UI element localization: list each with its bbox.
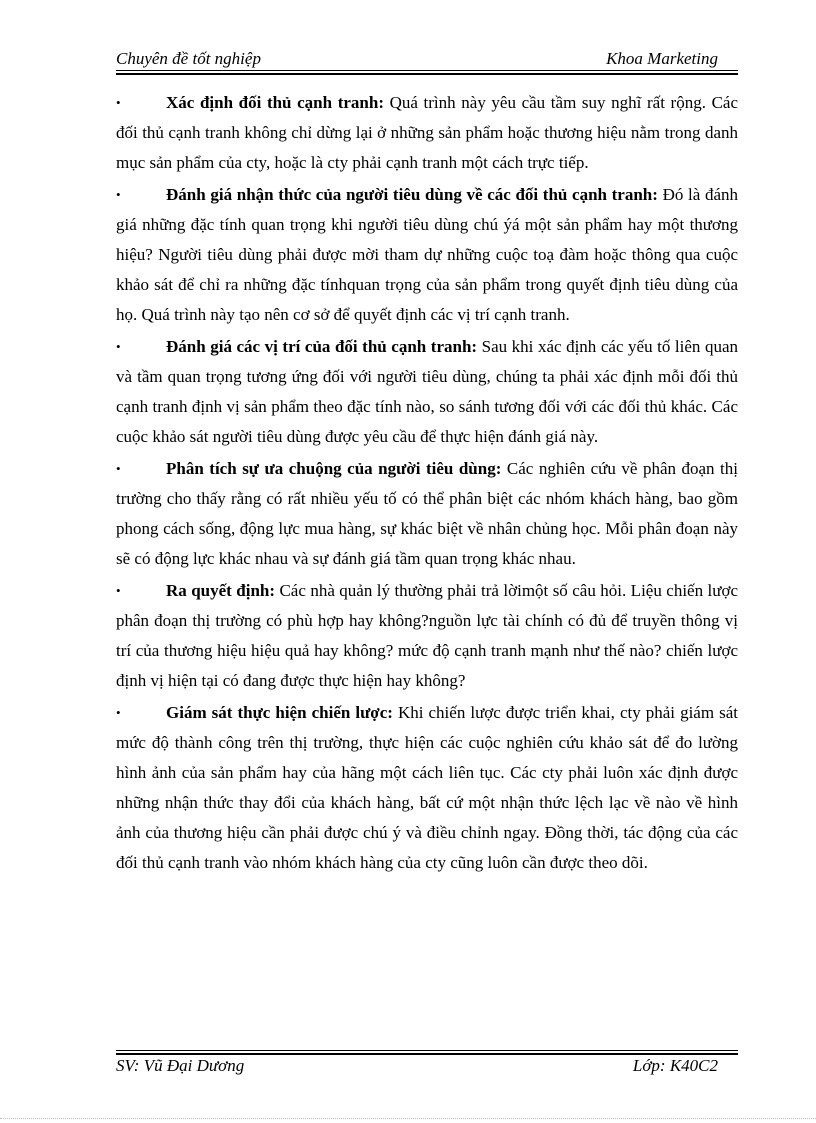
item-text: Khi chiến lược được triển khai, cty phải giám sát mức độ thành công trên thị trường, thực hiện các cuộc nghiên cứu khảo sát để đo lường hình ảnh của sản phẩm hay của hãng một cách liên tục. Các cty phải luôn xác định được những nhận thức thay đổi của khách hàng, bất cứ một nhận thức lệch lạc về nào về hình ảnh của thương hiệu cần phải được chú ý và điều chỉnh ngay. Đồng thời, tác động của các đối thủ cạnh tranh vào nhóm khách hàng của cty cũng luôn cần được theo dõi. (116, 703, 738, 872)
list-item (116, 180, 738, 330)
item-term: Đánh giá nhận thức của người tiêu dùng về các đối thủ cạnh tranh: (166, 185, 658, 204)
item-term: Ra quyết định: (166, 581, 276, 600)
page-footer (116, 1055, 738, 1077)
page-header (116, 48, 738, 70)
item-text: Các nhà quản lý thường phải trả lờimột số câu hỏi. Liệu chiến lược phân đoạn thị trường có phù hợp hay không?nguồn lực tài chính có đủ để truyền thông vị trí của thương hiệu hiệu quả hay không? mức độ cạnh tranh mạnh như thế nào? chiến lược định vị hiện tại có đang được thực hiện hay không? (116, 581, 738, 690)
header-department: Khoa Marketing (606, 49, 718, 68)
bullet-icon (116, 698, 166, 728)
list-item (116, 332, 738, 452)
item-term: Xác định đối thủ cạnh tranh: (166, 93, 384, 112)
bullet-icon (116, 88, 166, 118)
body-content (116, 88, 738, 880)
bullet-icon (116, 454, 166, 484)
list-item (116, 698, 738, 878)
page-break-line (0, 1118, 816, 1119)
item-text: Sau khi xác định các yếu tố liên quan và tầm quan trọng tương ứng đối với người tiêu dùng, chúng ta phải xác định mỗi đối thủ cạnh tranh định vị sản phẩm theo đặc tính nào, so sánh tương đối với các đối thủ khác. Các cuộc khảo sát người tiêu dùng được yêu cầu để thực hiện đánh giá này. (116, 337, 738, 446)
item-text: Quá trình này yêu cầu tầm suy nghĩ rất rộng. Các đối thủ cạnh tranh không chỉ dừng lại ở những sản phẩm hoặc thương hiệu nằm trong danh mục sản phẩm của cty, hoặc là cty phải cạnh tranh một cách trực tiếp. (116, 93, 738, 172)
bullet-icon (116, 576, 166, 606)
list-item (116, 576, 738, 696)
item-term: Giám sát thực hiện chiến lược: (166, 703, 393, 722)
footer-student: SV: Vũ Đại Dương (116, 1056, 245, 1075)
item-term: Phân tích sự ưa chuộng của người tiêu dùng: (166, 459, 502, 478)
item-text: Các nghiên cứu về phân đoạn thị trường cho thấy rằng có rất nhiều yếu tố có thể phân biệt các nhóm khách hàng, bao gồm phong cách sống, động lực mua hàng, sự khác biệt về nhân chủng học. Mỗi phân đoạn này sẽ có động lực khác nhau và sự đánh giá tầm quan trọng khác nhau. (116, 459, 738, 568)
footer-class: Lớp: K40C2 (632, 1056, 718, 1075)
header-divider (116, 70, 738, 71)
header-divider-thick (116, 73, 738, 75)
list-item (116, 88, 738, 178)
bullet-icon (116, 332, 166, 362)
item-text: Đó là đánh giá những đặc tính quan trọng khi người tiêu dùng chú ýá một sản phẩm hay một thương hiệu? Người tiêu dùng phải được mời tham dự những cuộc toạ đàm hoặc thông qua cuộc khảo sát để chỉ ra những đặc tínhquan trọng của sản phẩm trong quyết định tiêu dùng của họ. Quá trình này tạo nên cơ sở để quyết định các vị trí cạnh tranh. (116, 185, 739, 324)
item-term: Đánh giá các vị trí của đối thủ cạnh tranh: (166, 337, 478, 356)
header-title: Chuyên đề tốt nghiệp (116, 49, 261, 68)
bullet-icon (116, 180, 166, 210)
list-item (116, 454, 738, 574)
footer-divider (116, 1050, 738, 1051)
